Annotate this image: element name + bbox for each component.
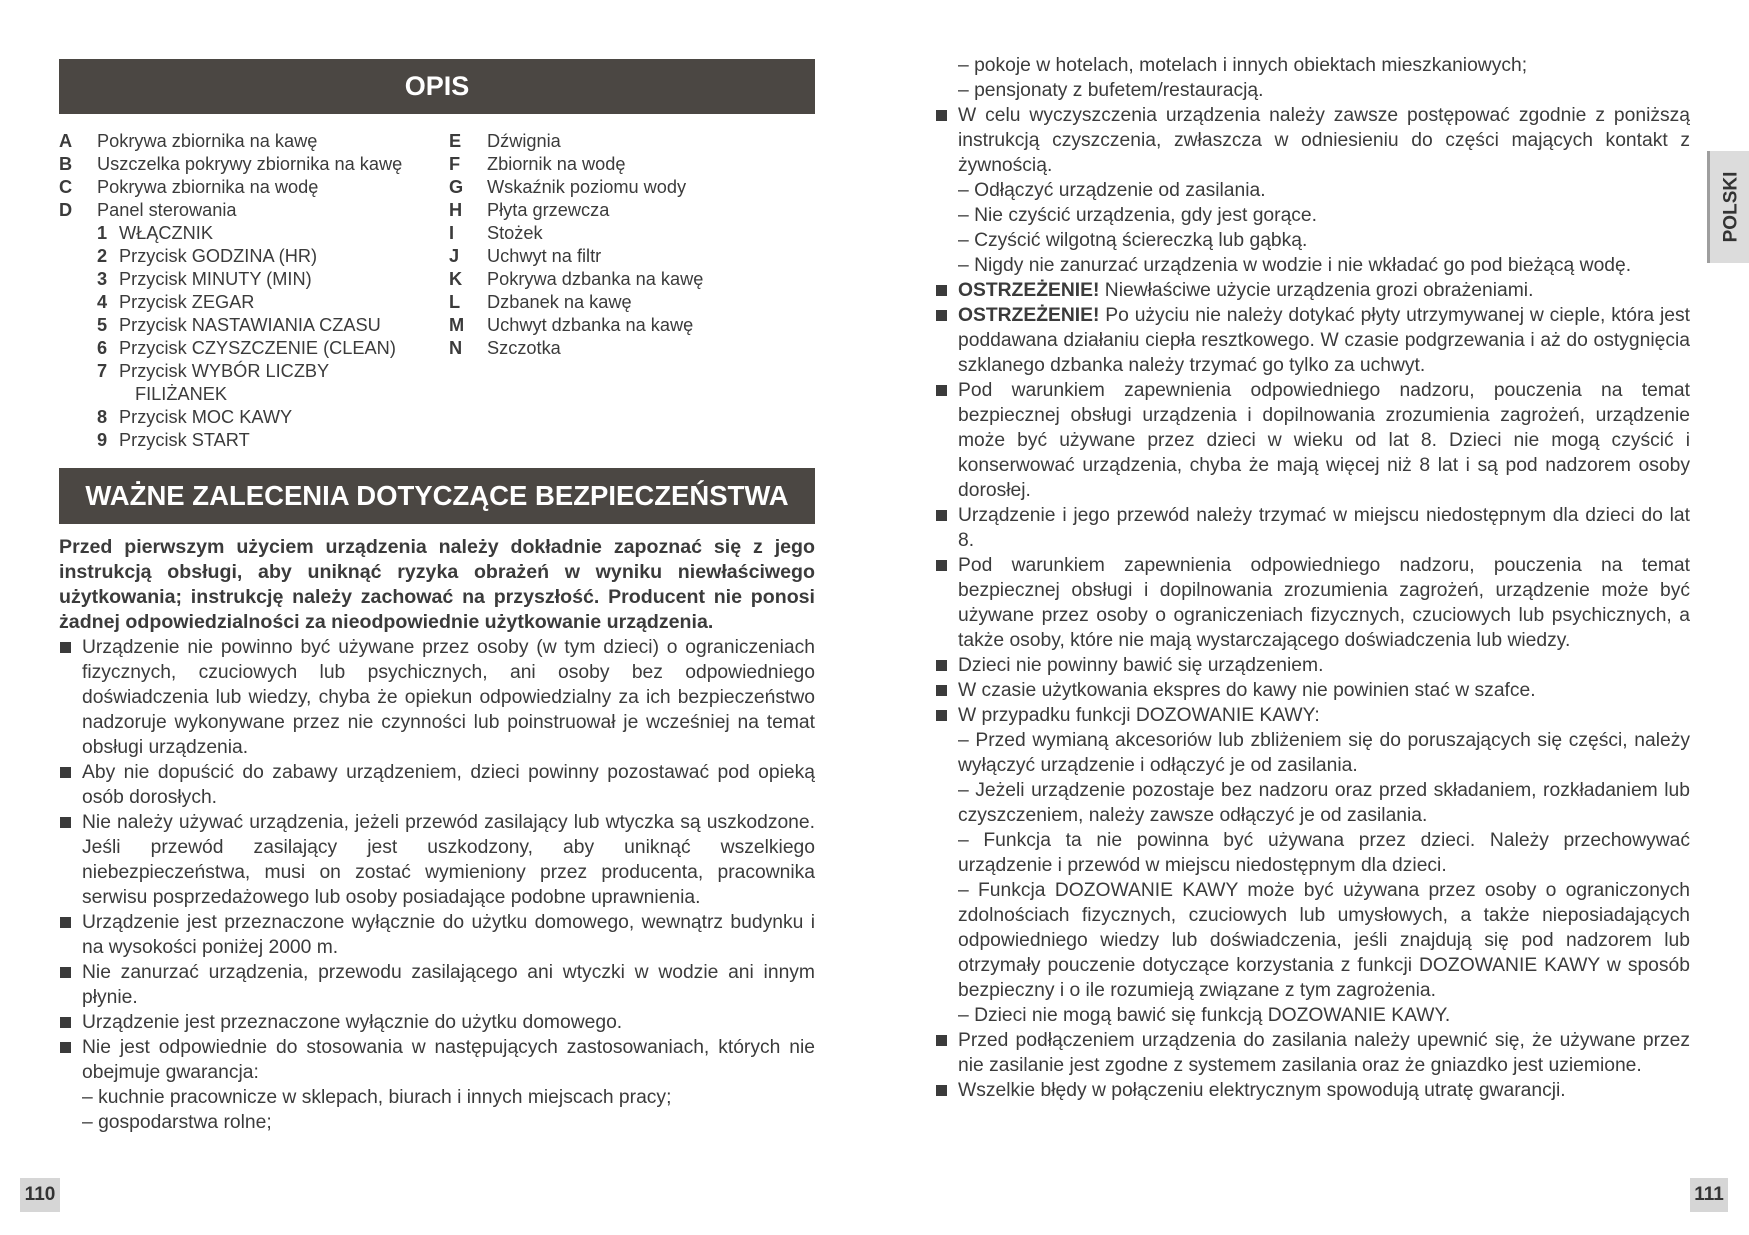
parts-list-right [449,130,829,360]
safety-bullet: W celu wyczyszczenia urządzenia należy zawsze postępować zgodnie z poniższą instrukcją czyszczenia, zwłaszcza w odniesieniu do części mających kontakt z żywnością. [935,103,1690,178]
safety-title: WAŻNE ZALECENIA DOTYCZĄCE BEZPIECZEŃSTWA [85,480,789,511]
warning-text: Po użyciu nie należy dotykać płyty utrzymywanej w cieple, która jest poddawana działaniu ciepła resztkowego. W czasie podgrzewania i aż do ostygnięcia szklanego dzbanka należy trzymać go tylko za uchwyt. [958,305,1690,376]
panel-item-label-cont: FILIŻANEK [135,384,227,404]
part-letter: J [449,246,460,266]
part-label: Panel sterowania [97,200,237,220]
panel-item-number: 1 [97,223,108,243]
page-number-text: 110 [24,1184,56,1205]
safety-bullet: Wszelkie błędy w połączeniu elektrycznym spowodują utratę gwarancji. [935,1078,1690,1103]
part-label: Uchwyt na filtr [487,246,602,266]
left-page [0,0,874,1235]
dash-item: – kuchnie pracownicze w sklepach, biurach i innych miejscach pracy; [82,1087,672,1108]
panel-item [97,429,439,452]
part-label: Pokrywa zbiornika na kawę [97,131,318,151]
part-letter: C [59,177,73,197]
safety-bullet: Pod warunkiem zapewnienia odpowiedniego nadzoru, pouczenia na temat bezpiecznej obsługi i dopilnowania zrozumienia zagrożeń, urządzenie może być używane przez osoby o ograniczeniach fizycznych, czuciowych lub psychicznych, a także osoby, które nie mają wystarczającego doświadczenia lub wiedzy. [935,553,1690,653]
safety-header [59,468,815,524]
safety-bullet: Urządzenie i jego przewód należy trzymać w miejscu niedostępnym dla dzieci do lat 8. [935,503,1690,553]
part-item [449,153,829,176]
panel-item [97,222,439,245]
panel-item-label: Przycisk NASTAWIANIA CZASU [119,315,381,335]
safety-bullet: Pod warunkiem zapewnienia odpowiedniego nadzoru, pouczenia na temat bezpiecznej obsługi urządzenia i dopilnowania zrozumienia zagrożeń, urządzenie może być używane przez dzieci w wieku od lat 8. Dzieci nie mogą czyścić i konserwować urządzenia, chyba że mają więcej niż 8 lat i są pod nadzorem osoby dorosłej. [935,378,1690,503]
panel-item-number: 4 [97,292,108,312]
dash-item: – Nigdy nie zanurzać urządzenia w wodzie i nie wkładać go pod bieżącą wodę. [958,255,1632,276]
dash-item: – Czyścić wilgotną ściereczką lub gąbką. [958,230,1308,251]
safety-bullet: Urządzenie jest przeznaczone wyłącznie do użytku domowego. [59,1010,815,1035]
dash-item: – pensjonaty z bufetem/restauracją. [958,80,1264,101]
panel-item [97,314,439,337]
part-label: Wskaźnik poziomu wody [487,177,687,197]
safety-bullet: W przypadku funkcji DOZOWANIE KAWY: [935,703,1690,728]
dash-item: – Nie czyścić urządzenia, gdy jest gorące. [958,205,1318,226]
safety-bullet: Przed podłączeniem urządzenia do zasilania należy upewnić się, że używane przez nie zasilanie jest zgodne z systemem zasilania oraz że gniazdko jest uziemione. [935,1028,1690,1078]
part-letter: M [449,315,465,335]
part-label: Płyta grzewcza [487,200,610,220]
part-letter: H [449,200,463,220]
dash-item: – Odłączyć urządzenie od zasilania. [958,180,1266,201]
part-letter: I [449,223,455,243]
part-item [59,199,439,222]
part-letter: E [449,131,462,151]
part-label: Uszczelka pokrywy zbiornika na kawę [97,154,403,174]
part-label: Pokrywa zbiornika na wodę [97,177,319,197]
panel-item [97,245,439,268]
warning-label: OSTRZEŻENIE! [958,305,1100,326]
safety-bullet: Nie zanurzać urządzenia, przewodu zasilającego ani wtyczki w wodzie ani innym płynie. [59,960,815,1010]
safety-text-left [59,535,815,1135]
part-item [59,176,439,199]
panel-item-number: 8 [97,407,108,427]
panel-item-label: Przycisk START [119,430,250,450]
opis-header [59,59,815,114]
opis-title: OPIS [404,71,470,101]
panel-item-number: 3 [97,269,108,289]
part-letter: K [449,269,463,289]
part-label: Uchwyt dzbanka na kawę [487,315,694,335]
part-letter: G [449,177,464,197]
panel-item [97,337,439,360]
part-label: Pokrywa dzbanka na kawę [487,269,704,289]
panel-item-label: Przycisk MOC KAWY [119,407,293,427]
language-tab-label: POLSKI [1720,171,1742,243]
safety-bullet: Urządzenie nie powinno być używane przez osoby (w tym dzieci) o ograniczeniach fizycznych, czuciowych lub psychicznych, ani osoby bez odpowiedniego doświadczenia lub wiedzy, chyba że opiekun odpowiedzialny za ich bezpieczeństwo nadzoruje wykonywane przez nie czynności lub poinstruował je wcześniej na temat obsługi urządzenia. [59,635,815,760]
dash-item: – gospodarstwa rolne; [82,1112,272,1133]
part-item [449,199,829,222]
panel-item-continuation [97,383,439,406]
page-number-left [20,1178,60,1212]
warning-bullet [935,278,1690,303]
page-number-right [1690,1178,1728,1212]
dash-item: – Jeżeli urządzenie pozostaje bez nadzoru oraz przed składaniem, rozkładaniem lub czyszczeniem, należy zawsze odłączyć je od zasilania. [958,780,1690,826]
part-letter: B [59,154,73,174]
panel-item-label: Przycisk CZYSZCZENIE (CLEAN) [119,338,396,358]
safety-bullet: Aby nie dopuścić do zabawy urządzeniem, dzieci powinny pozostawać pod opieką osób dorosłych. [59,760,815,810]
part-item [449,245,829,268]
part-item [449,268,829,291]
warning-bullet [935,303,1690,378]
panel-item-label: Przycisk WYBÓR LICZBY [119,361,330,381]
part-letter: A [59,131,73,151]
part-item [449,291,829,314]
part-item [449,337,829,360]
part-item [449,130,829,153]
safety-bullet: Nie należy używać urządzenia, jeżeli przewód zasilający lub wtyczka są uszkodzone. Jeśli przewód zasilający jest uszkodzony, aby uniknąć wszelkiego niebezpieczeństwa, musi on zostać wymieniony przez producenta, pracownika serwisu posprzedażowego lub osoby posiadające podobne uprawnienia. [59,810,815,910]
part-letter: F [449,154,461,174]
panel-item-number: 7 [97,361,108,381]
part-item [59,130,439,153]
control-panel-list [97,222,439,452]
dash-item: – Dzieci nie mogą bawić się funkcją DOZOWANIE KAWY. [958,1005,1451,1026]
language-tab [1707,151,1749,263]
dash-item: – Przed wymianą akcesoriów lub zbliżeniem się do poruszających się części, należy wyłączyć urządzenie i odłączyć je od zasilania. [958,730,1690,776]
panel-item-number: 5 [97,315,108,335]
panel-item-label: Przycisk GODZINA (HR) [119,246,318,266]
part-label: Dzbanek na kawę [487,292,632,312]
dash-item: – Funkcja DOZOWANIE KAWY może być używana przez osoby o ograniczonych zdolnościach fizycznych, czuciowych lub umysłowych, a także nieposiadających odpowiedniego wiedzy lub doświadczenia, jeśli znajdują się pod nadzorem lub otrzymały pouczenie dotyczące korzystania z funkcji DOZOWANIE KAWY w sposób bezpieczny i o ile rozumieją związane z tym zagrożenia. [958,880,1690,1001]
safety-text-right [935,53,1690,1103]
part-item [449,222,829,245]
part-label: Szczotka [487,338,561,358]
part-letter: N [449,338,463,358]
panel-item-label: Przycisk MINUTY (MIN) [119,269,312,289]
part-letter: L [449,292,461,312]
panel-item [97,291,439,314]
panel-item-number: 6 [97,338,108,358]
panel-item-number: 9 [97,430,108,450]
panel-item-label: Przycisk ZEGAR [119,292,255,312]
part-item [449,176,829,199]
page-number-text: 111 [1694,1184,1724,1205]
safety-bullet: Urządzenie jest przeznaczone wyłącznie do użytku domowego, wewnątrz budynku i na wysokości poniżej 2000 m. [59,910,815,960]
parts-list-left [59,130,439,452]
dash-item: – pokoje w hotelach, motelach i innych obiektach mieszkaniowych; [958,55,1528,76]
panel-item [97,406,439,429]
panel-item-number: 2 [97,246,108,266]
part-item [59,153,439,176]
safety-intro: Przed pierwszym użyciem urządzenia należy dokładnie zapoznać się z jego instrukcją obsługi, aby uniknąć ryzyka obrażeń w wyniku niewłaściwego użytkowania; instrukcję należy zachować na przyszłość. Producent nie ponosi żadnej odpowiedzialności za nieodpowiednie użytkowanie urządzenia. [59,536,815,633]
safety-bullet: W czasie użytkowania ekspres do kawy nie powinien stać w szafce. [935,678,1690,703]
dash-item: – Funkcja ta nie powinna być używana przez dzieci. Należy przechowywać urządzenie i przewód w miejscu niedostępnym dla dzieci. [958,830,1690,876]
part-item [449,314,829,337]
part-label: Zbiornik na wodę [487,154,626,174]
warning-label: OSTRZEŻENIE! [958,280,1100,301]
panel-item [97,268,439,291]
panel-item-label: WŁĄCZNIK [119,223,213,243]
safety-bullet: Nie jest odpowiednie do stosowania w następujących zastosowaniach, których nie obejmuje gwarancja: [59,1035,815,1085]
part-letter: D [59,200,73,220]
safety-bullet: Dzieci nie powinny bawić się urządzeniem. [935,653,1690,678]
panel-item [97,360,439,383]
part-label: Dźwignia [487,131,561,151]
warning-text: Niewłaściwe użycie urządzenia grozi obrażeniami. [1099,280,1534,301]
part-label: Stożek [487,223,543,243]
